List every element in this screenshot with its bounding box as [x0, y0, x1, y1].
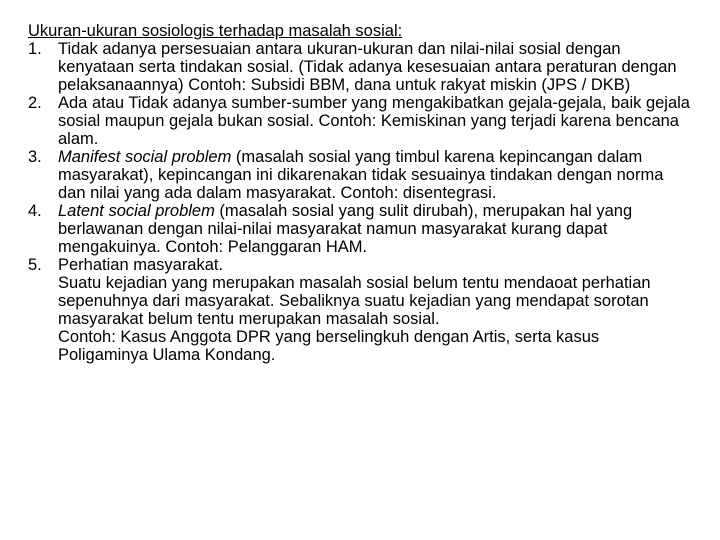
item-example: Contoh: Kasus Anggota DPR yang berselingkuh dengan Artis, serta kasus Poligaminya Ulama Kondang. — [58, 328, 600, 364]
list-item — [28, 256, 692, 364]
list-item — [28, 94, 692, 148]
item-number: 4. — [28, 202, 42, 220]
item-text: Tidak adanya persesuaian antara ukuran-ukuran dan nilai-nilai sosial dengan kenyataan serta tindakan sosial. (Tidak adanya kesesuaian antara peraturan dengan pelaksanaannya) Contoh: Subsidi BBM, dana untuk rakyat miskin (JPS / DKB) — [58, 40, 677, 94]
criteria-list — [28, 40, 692, 364]
item-paragraph: Suatu kejadian yang merupakan masalah sosial belum tentu mendaoat perhatian sepenuhnya dari masyarakat. Sebaliknya suatu kejadian yang mendapat sorotan masyarakat belum tentu merupakan masalah sosial. — [58, 274, 651, 328]
item-number: 1. — [28, 40, 42, 58]
item-text: (masalah sosial yang timbul karena kepincangan dalam masyarakat), kepincangan ini dikarenakan tidak sesuainya tindakan dengan norma dan nilai yang ada dalam masyarakat. Contoh: disentegrasi. — [58, 148, 664, 202]
list-item — [28, 40, 692, 94]
slide-title: Ukuran-ukuran sosiologis terhadap masalah sosial: — [28, 22, 403, 40]
item-number: 5. — [28, 256, 42, 274]
list-item — [28, 202, 692, 256]
item-text: Ada atau Tidak adanya sumber-sumber yang mengakibatkan gejala-gejala, baik gejala sosial maupun gejala bukan sosial. Contoh: Kemiskinan yang terjadi karena bencana alam. — [58, 94, 690, 148]
list-item — [28, 148, 692, 202]
item-text: (masalah sosial yang sulit dirubah), merupakan hal yang berlawanan dengan nilai-nilai masyarakat namun masyarakat kurang dapat mengakuinya. Contoh: Pelanggaran HAM. — [58, 202, 633, 256]
item-term: Manifest social problem — [58, 148, 232, 166]
item-number: 2. — [28, 94, 42, 112]
item-number: 3. — [28, 148, 42, 166]
item-term: Latent social problem — [58, 202, 215, 220]
item-text: Perhatian masyarakat. — [58, 256, 224, 274]
